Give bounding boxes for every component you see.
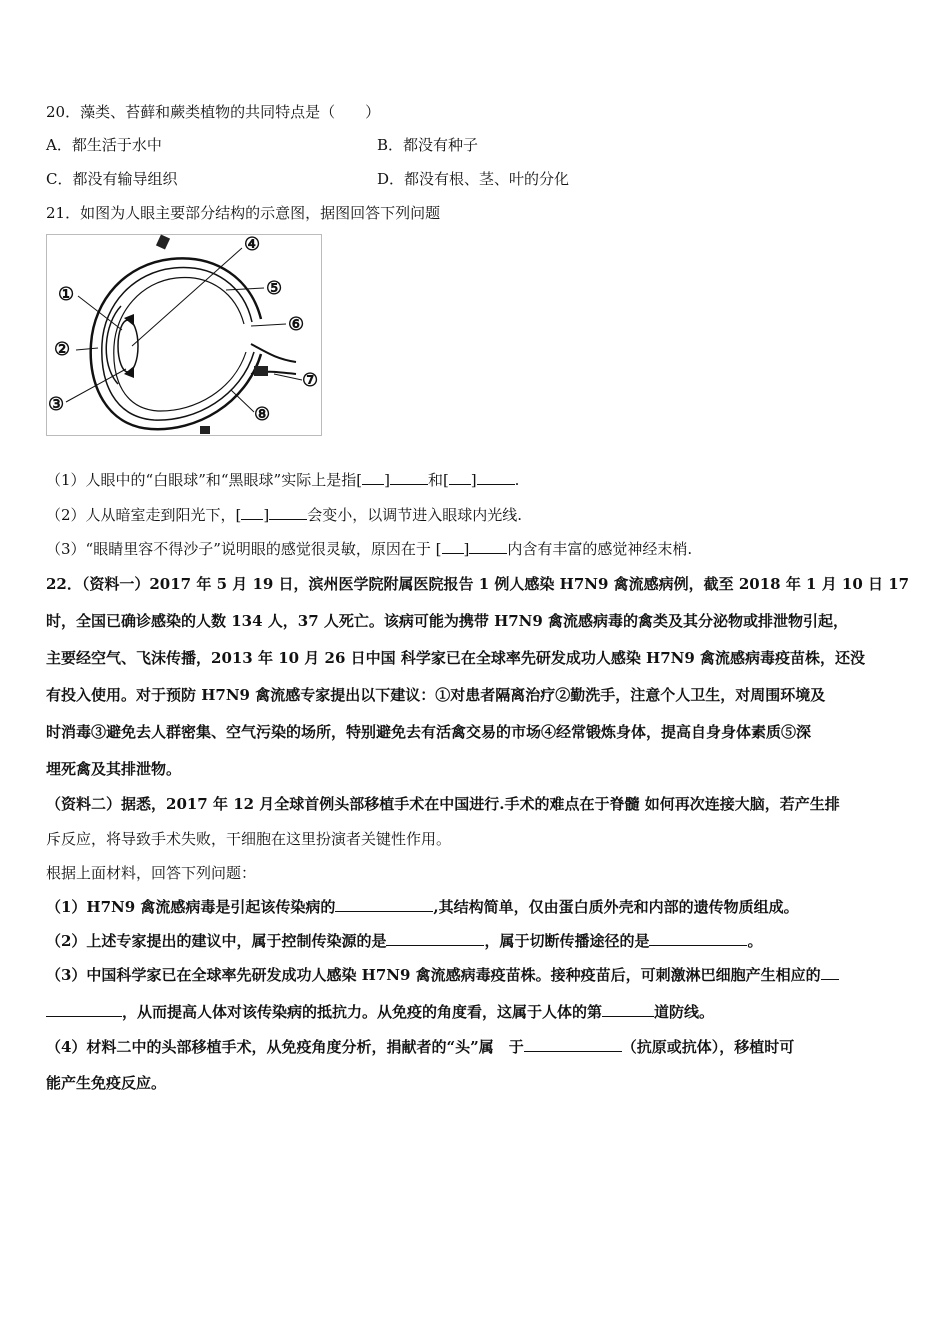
answer-blank[interactable] (602, 1002, 654, 1017)
answer-blank[interactable] (649, 931, 747, 946)
answer-blank[interactable] (449, 470, 471, 485)
eye-structure-diagram (46, 234, 322, 436)
answer-blank[interactable] (390, 470, 428, 485)
label-4: ④ (244, 234, 261, 255)
q22-prompt: 根据上面材料，回答下列问题： (46, 864, 257, 882)
q21-part-2: （2）人从暗室走到阳光下，[ ] 会变小，以调节进入眼球内光线. (46, 506, 523, 524)
q22-material-1-line: 主要经空气、飞沫传播，2013 年 10 月 26 日中国 科学家已在全球率先研发成功人感染 H7N9 禽流感病毒疫苗株，还没 (46, 649, 866, 667)
answer-blank[interactable] (46, 1002, 122, 1017)
label-1: ① (58, 284, 75, 305)
q22-sub-3: （3）中国科学家已在全球率先研发成功人感染 H7N9 禽流感病毒疫苗株。接种疫苗后，可刺激淋巴细胞产生相应的 (46, 965, 839, 985)
answer-blank[interactable] (269, 505, 307, 520)
q22-sub-4: （4）材料二中的头部移植手术，从免疫角度分析，捐献者的“头”属 于 （抗原或抗体），移植时可 (46, 1038, 795, 1056)
answer-blank[interactable] (335, 897, 433, 912)
optic-disc (254, 366, 268, 376)
q22-sub-3-cont: ，从而提高人体对该传染病的抵抗力。从免疫的角度看，这属于人体的第 道防线。 (46, 1002, 714, 1022)
q22-material-1-line: 时消毒③避免去人群密集、空气污染的场所，特别避免去有活禽交易的市场④经常锻炼身体，提高自身身体素质⑤深 (46, 723, 812, 741)
muscle-tab-bottom (200, 426, 210, 434)
q20-option-c: C．都没有输导组织 (46, 170, 178, 188)
label-7: ⑦ (302, 370, 319, 391)
label-5: ⑤ (266, 278, 283, 299)
q20-stem: 20．藻类、苔藓和蕨类植物的共同特点是（ ） (46, 103, 381, 121)
label-6: ⑥ (288, 314, 305, 335)
q21-part-1: （1）人眼中的“白眼球”和“黑眼球”实际上是指[ ] 和[ ] . (46, 471, 520, 489)
answer-blank[interactable] (524, 1037, 622, 1052)
q20-option-a: A．都生活于水中 (46, 136, 162, 154)
label-3: ③ (48, 394, 65, 415)
q21-part-3: （3）“眼睛里容不得沙子”说明眼的感觉很灵敏，原因在于 [ ] 内含有丰富的感觉神经末梢. (46, 540, 693, 558)
q22-material-1-line: 时，全国已确诊感染的人数 134 人，37 人死亡。该病可能为携带 H7N9 禽流感病毒的禽类及其分泌物或排泄物引起， (46, 612, 849, 630)
q22-material-2-line: （资料二）据悉，2017 年 12 月全球首例头部移植手术在中国进行.手术的难点在于脊髓 如何再次连接大脑，若产生排 (46, 795, 840, 813)
answer-blank[interactable] (469, 539, 507, 554)
q21-stem: 21．如图为人眼主要部分结构的示意图，据图回答下列问题 (46, 204, 441, 222)
lens-shape (118, 320, 138, 372)
diagram-frame (47, 235, 322, 436)
q22-material-1-line: 22．（资料一）2017 年 5 月 19 日，滨州医学院附属医院报告 1 例人感染 H7N9 禽流感病例，截至 2018 年 1 月 10 日 17 (46, 575, 910, 593)
answer-blank[interactable] (477, 470, 515, 485)
label-2: ② (54, 339, 71, 360)
q22-sub-1: （1）H7N9 禽流感病毒是引起该传染病的 ,其结构简单，仅由蛋白质外壳和内部的遗传物质组成。 (46, 898, 799, 916)
q22-sub-2: （2）上述专家提出的建议中，属于控制传染源的是 ，属于切断传播途径的是 。 (46, 932, 763, 950)
label-8: ⑧ (254, 404, 271, 425)
q20-option-d: D．都没有根、茎、叶的分化 (377, 170, 570, 188)
q20-option-b: B．都没有种子 (377, 136, 479, 154)
q22-sub-4-cont: 能产生免疫反应。 (46, 1074, 167, 1092)
answer-blank[interactable] (362, 470, 384, 485)
answer-blank[interactable] (386, 931, 484, 946)
q22-material-1-line: 有投入使用。对于预防 H7N9 禽流感专家提出以下建议：①对患者隔离治疗②勤洗手，注意个人卫生，对周围环境及 (46, 686, 826, 704)
answer-blank[interactable] (241, 505, 263, 520)
q22-material-2-line: 斥反应，将导致手术失败，干细胞在这里扮演者关键性作用。 (46, 830, 452, 848)
answer-blank[interactable] (821, 965, 839, 980)
q22-material-1-line: 埋死禽及其排泄物。 (46, 760, 182, 778)
answer-blank[interactable] (442, 539, 464, 554)
